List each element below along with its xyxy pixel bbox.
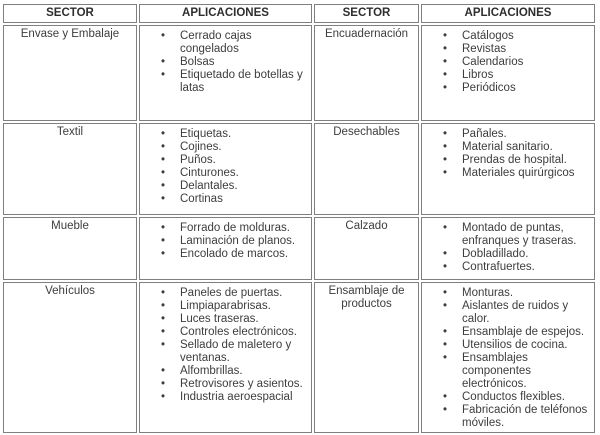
list-item: • Encolado de marcos. <box>142 248 309 261</box>
column-header-sector-right: SECTOR <box>314 4 419 23</box>
list-item: • Aislantes de ruidos y calor. <box>424 300 592 326</box>
list-item: • Cortinas <box>142 193 309 206</box>
sector-cell: Calzado <box>314 217 419 280</box>
column-header-sector-left: SECTOR <box>3 4 137 23</box>
list-item: • Bolsas <box>142 56 309 69</box>
list-item: • Delantales. <box>142 180 309 193</box>
header-row <box>3 4 595 23</box>
applications-list <box>142 128 309 206</box>
list-item: • Laminación de planos. <box>142 235 309 248</box>
list-item: • Libros <box>424 69 592 82</box>
list-item: • Luces traseras. <box>142 313 309 326</box>
list-item: • Industria aeroespacial <box>142 391 309 404</box>
sector-cell: Desechables <box>314 123 419 215</box>
applications-cell <box>421 123 595 215</box>
list-item: • Calendarios <box>424 56 592 69</box>
applications-list <box>142 287 309 404</box>
applications-list <box>424 222 592 274</box>
applications-list <box>142 30 309 95</box>
list-item: • Material sanitario. <box>424 141 592 154</box>
list-item: • Utensilios de cocina. <box>424 339 592 352</box>
table-row <box>3 25 595 121</box>
applications-cell <box>421 217 595 280</box>
list-item: • Revistas <box>424 43 592 56</box>
list-item: • Ensamblajes componentes electrónicos. <box>424 352 592 391</box>
list-item: • Dobladillado. <box>424 248 592 261</box>
table-row <box>3 217 595 280</box>
list-item: • Contrafuertes. <box>424 261 592 274</box>
list-item: • Etiquetado de botellas y latas <box>142 69 309 95</box>
list-item: • Sellado de maletero y ventanas. <box>142 339 309 365</box>
list-item: • Cojines. <box>142 141 309 154</box>
list-item: • Fabricación de teléfonos móviles. <box>424 404 592 430</box>
sector-cell: Envase y Embalaje <box>3 25 137 121</box>
sector-cell: Ensamblaje de productos <box>314 282 419 433</box>
list-item: • Cinturones. <box>142 167 309 180</box>
sector-cell: Vehículos <box>3 282 137 433</box>
applications-cell <box>139 123 312 215</box>
sector-applications-table <box>1 2 597 435</box>
list-item: • Forrado de molduras. <box>142 222 309 235</box>
sector-cell: Textil <box>3 123 137 215</box>
applications-list <box>424 128 592 180</box>
list-item: • Cerrado cajas congelados <box>142 30 309 56</box>
column-header-applications-left: APLICACIONES <box>139 4 312 23</box>
list-item: • Puños. <box>142 154 309 167</box>
list-item: • Monturas. <box>424 287 592 300</box>
column-header-applications-right: APLICACIONES <box>421 4 595 23</box>
applications-cell <box>139 25 312 121</box>
table-row <box>3 282 595 433</box>
list-item: • Conductos flexibles. <box>424 391 592 404</box>
list-item: • Ensamblaje de espejos. <box>424 326 592 339</box>
applications-cell <box>421 25 595 121</box>
sector-cell: Encuadernación <box>314 25 419 121</box>
list-item: • Prendas de hospital. <box>424 154 592 167</box>
applications-cell <box>421 282 595 433</box>
applications-list <box>142 222 309 261</box>
list-item: • Periódicos <box>424 82 592 95</box>
list-item: • Retrovisores y asientos. <box>142 378 309 391</box>
applications-list <box>424 30 592 95</box>
list-item: • Paneles de puertas. <box>142 287 309 300</box>
table-row <box>3 123 595 215</box>
sector-cell: Mueble <box>3 217 137 280</box>
list-item: • Limpiaparabrisas. <box>142 300 309 313</box>
list-item: • Controles electrónicos. <box>142 326 309 339</box>
list-item: • Montado de puntas, enfranques y traseras. <box>424 222 592 248</box>
list-item: • Pañales. <box>424 128 592 141</box>
applications-cell <box>139 282 312 433</box>
applications-cell <box>139 217 312 280</box>
list-item: • Materiales quirúrgicos <box>424 167 592 180</box>
list-item: • Etiquetas. <box>142 128 309 141</box>
list-item: • Catálogos <box>424 30 592 43</box>
list-item: • Alfombrillas. <box>142 365 309 378</box>
applications-list <box>424 287 592 430</box>
